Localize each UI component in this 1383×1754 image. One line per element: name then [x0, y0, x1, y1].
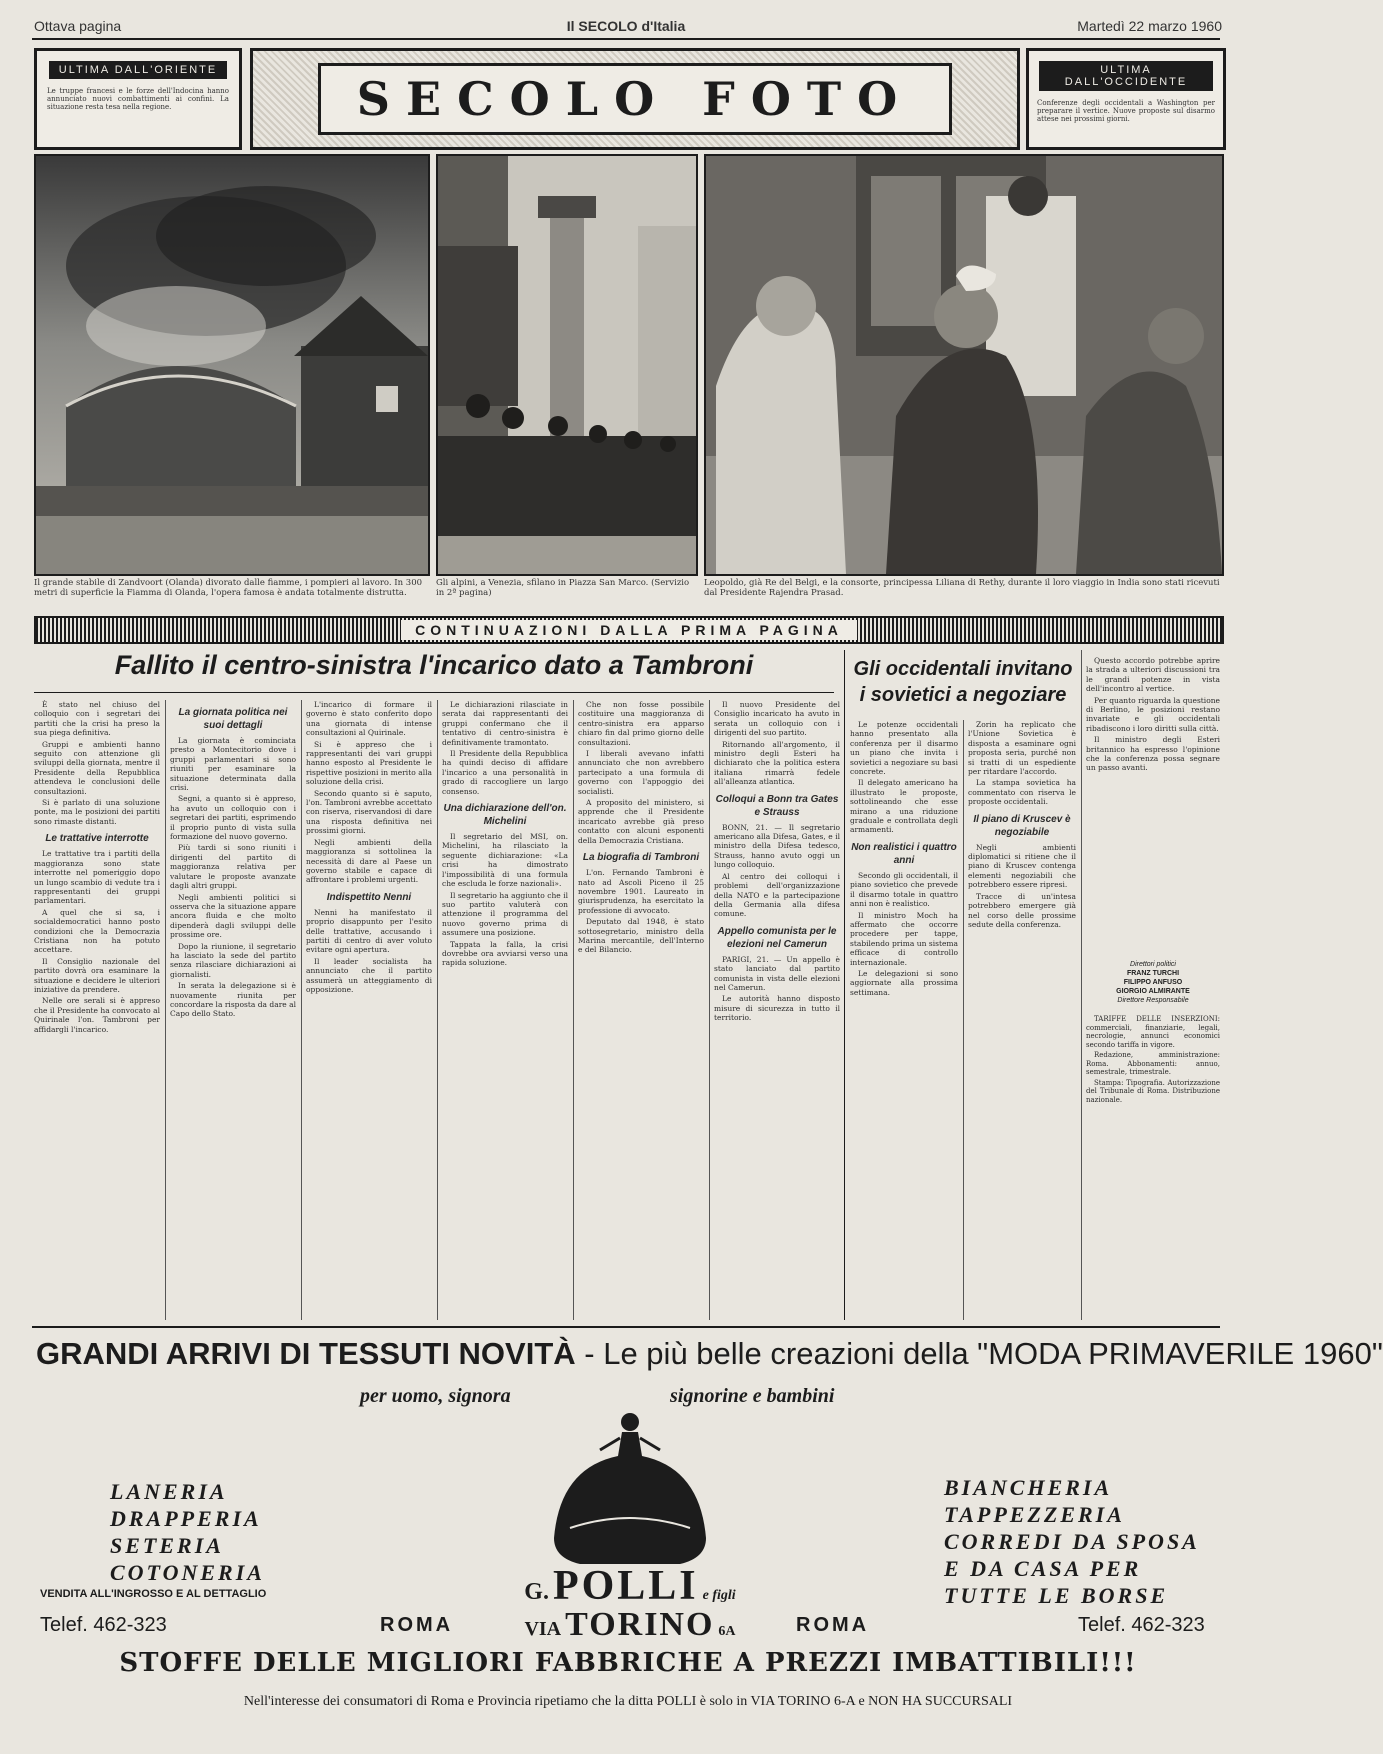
- credits-name-1: FRANZ TURCHI: [1126, 970, 1180, 977]
- ad-brand-name: POLLI: [552, 1563, 699, 1609]
- issue-date: Martedì 22 marzo 1960: [1077, 18, 1222, 34]
- subhead-michelini: Una dichiarazione dell'on. Michelini: [443, 803, 567, 828]
- ad-slogan: STOFFE DELLE MIGLIORI FABBRICHE A PREZZI IMBATTIBILI!!!: [119, 1648, 1137, 1678]
- credits-role: Direttore Responsabile: [1117, 997, 1189, 1004]
- ad-headline: [36, 1336, 1383, 1372]
- column-divider: [165, 700, 166, 1320]
- column-2: La giornata politica nei suoi dettagli La giornata è cominciata presto a Montecitorio dove i gruppi parlamentari si sono riuniti per esaminare la situazione determinata dalla crisi. Segni, a quanto si è appreso, ha avuto un colloquio con i segretari dei partiti, esprimendo il proprio punto di vista sulla formazione del nuovo governo. Più tardi si sono riuniti i dirigenti del partito di maggioranza relativa per valutare le proposte avanzate dagli altri gruppi. Negli ambienti politici si osserva che la situazione appare ancora fluida e che molto dipenderà dagli sviluppi delle prossime ore. Dopo la riunione, il segretario ha lasciato la sede del partito senza rilasciare dichiarazioni ai giornalisti. In serata la delegazione si è nuovamente riunita per concordare la risposta da dare al Capo dello Stato.: [170, 707, 296, 1019]
- article-right-headline-line1: Gli occidentali invitano: [853, 658, 1073, 680]
- ad-left-list: [110, 1478, 265, 1586]
- masthead: [250, 48, 1020, 150]
- ad-right-item: E DA CASA PER: [944, 1556, 1142, 1581]
- column-divider: [437, 700, 438, 1320]
- article-left-headline: Fallito il centro-sinistra l'incarico dato a Tambroni: [114, 650, 754, 680]
- ad-left-item: SETERIA: [110, 1533, 224, 1558]
- article-right-headline: [848, 656, 1078, 708]
- ad-brand-suffix: e figli: [702, 1588, 736, 1603]
- photo-leopoldo: [704, 154, 1224, 576]
- ad-headline-main: GRANDI ARRIVI DI TESSUTI NOVITÀ: [36, 1336, 576, 1371]
- column-6: Il nuovo Presidente del Consiglio incaricato ha avuto in serata un colloquio con i dirigenti del suo partito. Ritornando all'argomento, il ministro degli Esteri ha dichiarato che la politica estera italiana rimarrà fedele all'alleanza atlantica. Colloqui a Bonn tra Gates e Strauss BONN, 21. — Il segretario americano alla Difesa, Gates, e il ministro della Difesa tedesco, Strauss, hanno avuto oggi un lungo colloquio. Al centro dei colloqui i problemi dell'organizzazione della NATO e la partecipazione della Germania alla difesa comune. Appello comunista per le elezioni nel Camerun PARIGI, 21. — Un appello è stato lanciato dal partito comunista in vista delle elezioni nel Camerun. Le autorità hanno disposto misure di sicurezza in tutto il territorio.: [714, 700, 840, 1023]
- column-3: L'incarico di formare il governo è stato conferito dopo una giornata di intense consultazioni al Quirinale. Si è appreso che i rappresentanti dei vari gruppi hanno esposto al Presidente le rispettive posizioni in merito alla soluzione della crisi. Secondo quanto si è saputo, l'on. Tambroni avrebbe accettato con riserva, riservandosi di dare una risposta definitiva nei prossimi giorni. Negli ambienti della maggioranza si sottolinea la necessità di dare al Paese un governo stabile e capace di affrontare i problemi urgenti. Indispettito Nenni Nenni ha manifestato il proprio disappunto per l'esito delle trattative, accusando i partiti di centro di aver voluto evitare ogni apertura. Il leader socialista ha annunciato che il partito assumerà un atteggiamento di opposizione.: [306, 700, 432, 994]
- subhead-nenni: Indispettito Nenni: [326, 891, 412, 903]
- ad-right-item: TUTTE LE BORSE: [944, 1583, 1169, 1608]
- column-divider: [963, 720, 964, 1320]
- right-brief-text: Conferenze degli occidentali a Washington per preparare il vertice. Nuove proposte sul disarmo attese nei prossimi giorni.: [1037, 99, 1215, 123]
- column-5: Che non fosse possibile costituire una maggioranza di centro-sinistra era apparso chiaro fin dal primo giorno delle consultazioni. I liberali avevano infatti annunciato che non avrebbero partecipato a una formula di governo con l'appoggio dei socialisti. A proposito del ministero, si apprende che il Presidente incaricato avrebbe già preso contatto con alcuni esponenti della Democrazia Cristiana. La biografia di Tambroni L'on. Fernando Tambroni è nato ad Ascoli Piceno il 25 novembre 1901. Laureato in giurisprudenza, ha esercitato la professione di avvocato. Deputato dal 1948, è stato sottosegretario, ministro della Marina mercantile, dell'Interno e del Bilancio.: [578, 700, 704, 955]
- article-right-border: [844, 650, 845, 1320]
- ad-street-prefix: VIA: [524, 1618, 562, 1640]
- masthead-title: SECOLO FOTO: [318, 63, 952, 135]
- column-8: Zorin ha replicato che l'Unione Sovietica è disposta a esaminare ogni proposta seria, purché non si tratti di un espediente per ritardare l'accordo. La stampa sovietica ha commentato con riserva le proposte occidentali. Il piano di Kruscev è negoziabile Negli ambienti diplomatici si ritiene che il piano di Kruscev contenga elementi negoziabili che potrebbero essere ripresi. Tracce di un'intesa potrebbero emergere già nel corso delle prossime sedute della conferenza.: [968, 720, 1076, 929]
- ad-brand: [500, 1562, 760, 1610]
- photo-alpini: [436, 154, 698, 576]
- section-band-label: CONTINUAZIONI DALLA PRIMA PAGINA: [401, 620, 857, 640]
- photo-fire: [34, 154, 430, 576]
- ad-left-item: DRAPPERIA: [110, 1506, 262, 1531]
- ad-right-item: TAPPEZZERIA: [944, 1502, 1125, 1527]
- ad-right-list: [944, 1474, 1200, 1609]
- credits-name-3: GIORGIO ALMIRANTE: [1116, 988, 1190, 995]
- ad-audience-a: per uomo, signora: [360, 1385, 511, 1407]
- ad-street: [500, 1606, 760, 1644]
- subhead-non-realistici: Non realistici i quattro anni: [851, 841, 957, 866]
- photo-alpini-image: [438, 156, 696, 574]
- article-right-headline-line2: i sovietici a negoziare: [859, 684, 1067, 706]
- column-9: Questo accordo potrebbe aprire la strada a ulteriori discussioni tra le grandi potenze in vista dell'incontro al vertice. Per quanto riguarda la questione di Berlino, le posizioni restano invariate e gli occidentali ribadiscono i loro diritti sulla città. Il ministro degli Esteri britannico ha espresso l'opinione che la conferenza possa segnare un passo avanti.: [1086, 656, 1220, 773]
- photo-leopoldo-image: [706, 156, 1222, 574]
- subhead-biografia: La biografia di Tambroni: [582, 852, 700, 864]
- ad-left-note: VENDITA ALL'INGROSSO E AL DETTAGLIO: [40, 1588, 267, 1600]
- subhead-kruscev: Il piano di Kruscev è negoziabile: [973, 813, 1071, 838]
- photo-fire-image: [36, 156, 428, 574]
- column-divider: [573, 700, 574, 1320]
- credits-box: [1086, 960, 1220, 1005]
- ad-phone-left: Telef. 462-323: [40, 1614, 167, 1636]
- left-brief-text: Le truppe francesi e le forze dell'Indocina hanno annunciato nuovi combattimenti ai confini. La situazione resta tesa nella regione.: [47, 87, 229, 111]
- subhead-trattative: Le trattative interrotte: [45, 833, 149, 845]
- header-rule: [32, 38, 1220, 40]
- photo-fire-caption: Il grande stabile di Zandvoort (Olanda) divorato dalle fiamme, i pompieri al lavoro. In 300 metri di superficie la Fiamma di Olanda, l'opera famosa è andata totalmente distrutta.: [34, 578, 423, 598]
- left-brief-tag: ULTIMA DALL'ORIENTE: [47, 59, 229, 81]
- section-band: [34, 616, 1224, 644]
- subhead-camerun: Appello comunista per le elezioni nel Camerun: [717, 925, 837, 950]
- ad-footer: Nell'interesse dei consumatori di Roma e Provincia ripetiamo che la ditta POLLI è solo in VIA TORINO 6-A e NON HA SUCCURSALI: [243, 1694, 1013, 1709]
- ad-lady-illustration: [550, 1408, 710, 1570]
- right-brief-tag: ULTIMA DALL'OCCIDENTE: [1037, 59, 1215, 93]
- right-brief-box: [1026, 48, 1226, 150]
- ad-right-item: CORREDI DA SPOSA: [944, 1529, 1200, 1554]
- ad-city-left: ROMA: [380, 1614, 454, 1636]
- column-4: Le dichiarazioni rilasciate in serata dai rappresentanti dei gruppi confermano che il tentativo di centro-sinistra è definitivamente tramontato. Il Presidente della Repubblica ha quindi deciso di affidare l'incarico a una personalità in grado di raccogliere un largo consenso. Una dichiarazione dell'on. Michelini Il segretario del MSI, on. Michelini, ha rilasciato la seguente dichiarazione: «La crisi ha dimostrato l'impossibilità di una formula che escluda le forze nazionali». Il segretario ha aggiunto che il suo partito valuterà con attenzione il programma del nuovo governo prima di assumere una posizione. Tappata la falla, la crisi dovrebbe ora avviarsi verso una rapida soluzione.: [442, 700, 568, 968]
- ad-street-name: TORINO: [565, 1606, 715, 1643]
- column-7: Le potenze occidentali hanno presentato alla conferenza per il disarmo un piano che invita i sovietici a negoziare su basi concrete. Il delegato americano ha illustrato le proposte, sottolineando che esse mirano a una riduzione graduale e controllata degli armamenti. Non realistici i quattro anni Secondo gli occidentali, il piano sovietico che prevede il disarmo totale in quattro anni non è realistico. Il ministro Moch ha affermato che occorre procedere per tappe, stabilendo prima un sistema efficace di controllo internazionale. Le delegazioni si sono aggiornate alla prossima settimana.: [850, 720, 958, 997]
- credits-title: Direttori politici: [1130, 961, 1176, 968]
- ad-audience-b: signorine e bambini: [670, 1385, 835, 1407]
- photo-alpini-caption: Gli alpini, a Venezia, sfilano in Piazza San Marco. (Servizio in 2ª pagina): [436, 578, 690, 598]
- column-1: È stato nel chiuso del colloquio con i segretari dei partiti che la crisi ha preso la sua piega definitiva. Gruppi e ambienti hanno seguito con attenzione gli sviluppi della giornata, mentre il Presidente della Repubblica attendeva le conclusioni delle consultazioni. Si è parlato di una soluzione ponte, ma le posizioni dei partiti sono rimaste distanti. Le trattative interrotte Le trattative tra i partiti della maggioranza sono state interrotte nel pomeriggio dopo un lungo scambio di vedute tra i rappresentanti dei gruppi parlamentari. A quel che si sa, i socialdemocratici hanno posto condizioni che la Democrazia Cristiana non ha potuto accettare. Il Consiglio nazionale del partito dovrà ora esaminare la situazione e decidere le ulteriori iniziative da prendere. Nelle ore serali si è appreso che il Presidente ha convocato al Quirinale l'on. Tambroni per affidargli l'incarico.: [34, 700, 160, 1034]
- ad-city-right: ROMA: [796, 1614, 870, 1636]
- ad-brand-prefix: G.: [524, 1579, 549, 1605]
- newspaper-name: Il SECOLO d'Italia: [566, 18, 686, 34]
- subhead-bonn: Colloqui a Bonn tra Gates e Strauss: [715, 793, 839, 818]
- page-label: Ottava pagina: [34, 18, 122, 34]
- subhead-giornata: La giornata politica nei suoi dettagli: [178, 707, 288, 731]
- ad-headline-tail: - Le più belle creazioni della "MODA PRIMAVERILE 1960": [584, 1336, 1383, 1371]
- column-9-notices: TARIFFE DELLE INSERZIONI: commerciali, finanziarie, legali, necrologie, annunci economici secondo tariffa in vigore. Redazione, amministrazione: Roma. Abbonamenti: annuo, semestrale, trimestrale. Stampa: Tipografia. Autorizzazione del Tribunale di Roma. Distribuzione nazionale.: [1086, 1015, 1220, 1104]
- ad-top-rule: [32, 1326, 1220, 1328]
- ad-phone-right: Telef. 462-323: [1078, 1614, 1205, 1636]
- ad-street-number: 6A: [718, 1624, 736, 1639]
- column-divider: [709, 700, 710, 1320]
- column-divider: [1081, 650, 1082, 1320]
- ad-left-item: COTONERIA: [110, 1560, 265, 1585]
- credits-name-2: FILIPPO ANFUSO: [1123, 979, 1183, 986]
- left-brief-box: [34, 48, 242, 150]
- article-left-rule: [34, 692, 834, 693]
- photo-leopoldo-caption: Leopoldo, già Re del Belgi, e la consorte, principessa Liliana di Rethy, durante il loro viaggio in India sono stati ricevuti dal Presidente Rajendra Prasad.: [704, 578, 1220, 598]
- ad-right-item: BIANCHERIA: [944, 1475, 1113, 1500]
- column-divider: [301, 700, 302, 1320]
- ad-left-item: LANERIA: [110, 1479, 228, 1504]
